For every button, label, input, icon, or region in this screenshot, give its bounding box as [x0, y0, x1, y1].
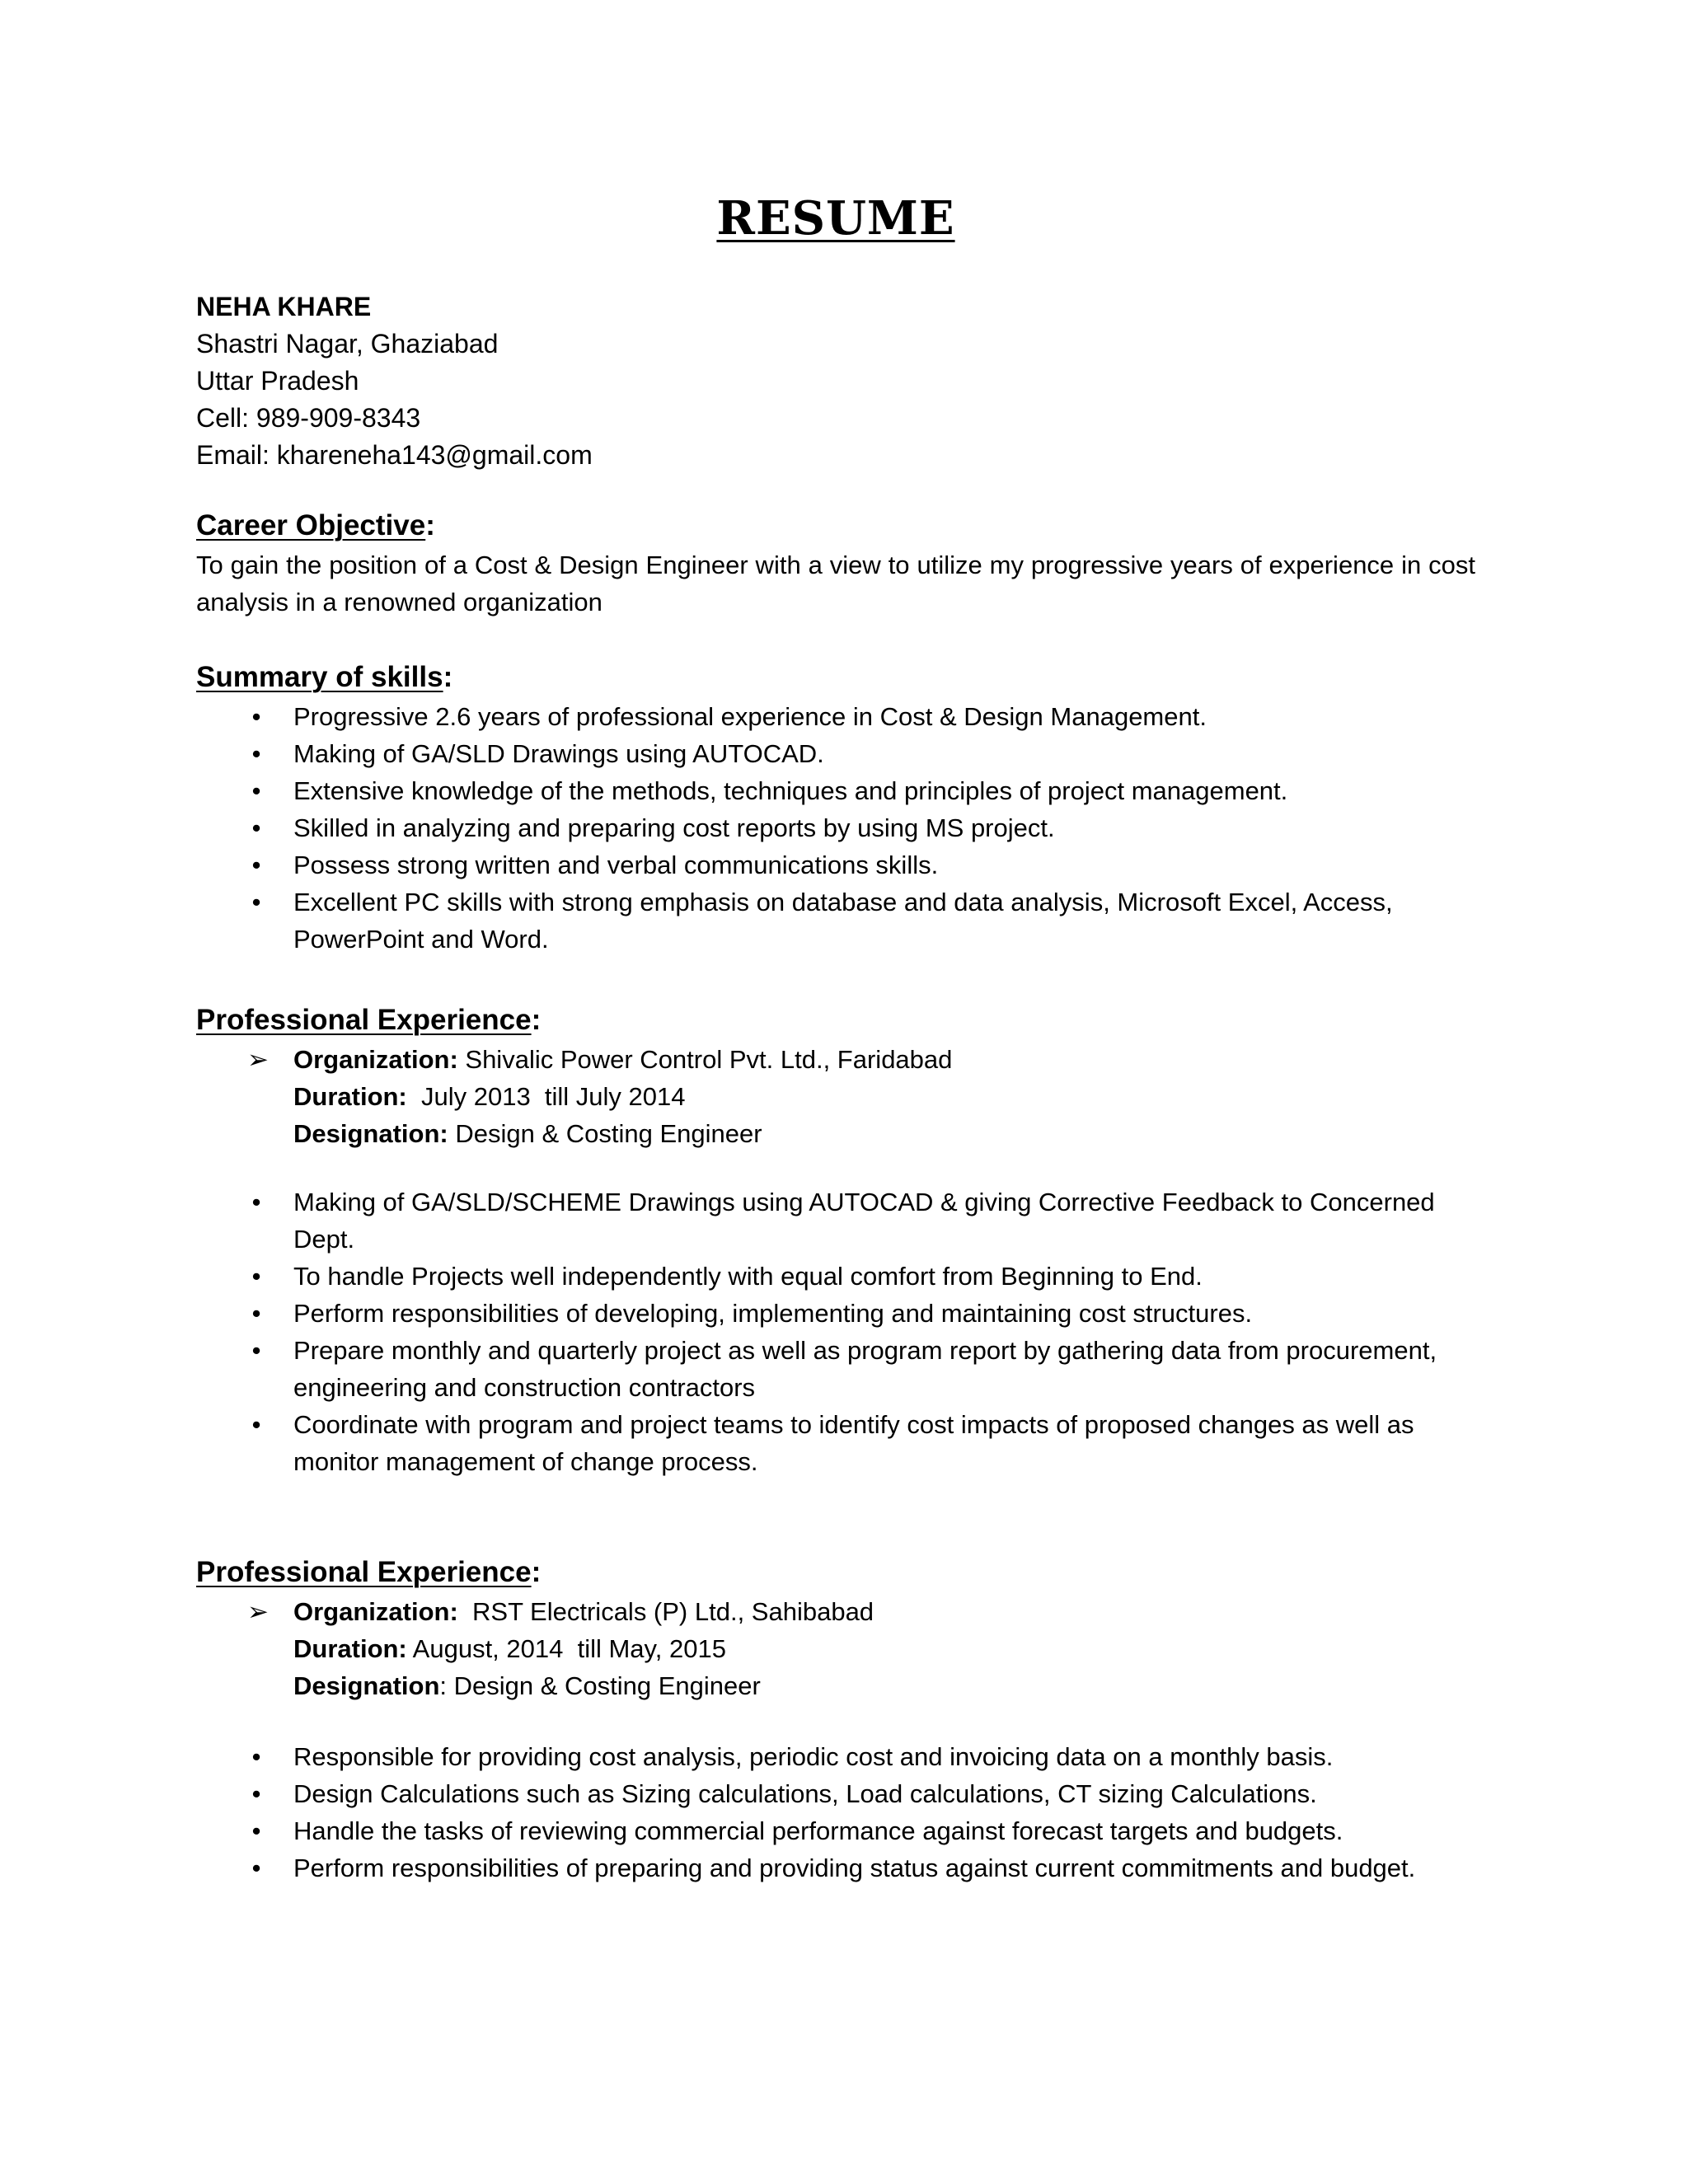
list-item	[196, 698, 1475, 735]
list-item	[196, 1775, 1475, 1812]
list-item-text: Handle the tasks of reviewing commercial performance against forecast targets and budgets.	[293, 1816, 1343, 1845]
organization-value: RST Electricals (P) Ltd., Sahibabad	[457, 1597, 874, 1626]
contact-block	[196, 288, 593, 474]
duration-label: Duration:	[293, 1082, 407, 1111]
bullet-icon: •	[251, 1854, 261, 1882]
organization-value: Shivalic Power Control Pvt. Ltd., Faridabad	[457, 1045, 953, 1074]
list-item	[196, 1183, 1475, 1258]
arrow-bullet-icon: ➢	[247, 1045, 269, 1074]
list-item-text: Design Calculations such as Sizing calculations, Load calculations, CT sizing Calculations.	[293, 1779, 1317, 1808]
experience-heading-2	[196, 1556, 541, 1589]
list-item-text: Prepare monthly and quarterly project as well as program report by gathering data from procurement, engineering and construction contractors	[293, 1336, 1437, 1402]
bullet-icon: •	[251, 702, 261, 731]
list-item-text: Making of GA/SLD/SCHEME Drawings using AUTOCAD & giving Corrective Feedback to Concerned Dept.	[293, 1188, 1435, 1254]
cell-number: Cell: 989-909-8343	[196, 403, 421, 433]
designation-label: Designation	[293, 1671, 440, 1700]
list-item-text: Perform responsibilities of developing, implementing and maintaining cost structures.	[293, 1299, 1253, 1328]
duration-value: August, 2014 till May, 2015	[406, 1634, 726, 1663]
list-item	[196, 772, 1475, 809]
list-item	[196, 809, 1475, 846]
bullet-icon: •	[251, 1779, 261, 1808]
duration-value: July 2013 till July 2014	[406, 1082, 686, 1111]
address-line-1: Shastri Nagar, Ghaziabad	[196, 329, 499, 359]
bullet-icon: •	[251, 1742, 261, 1771]
list-item-text: Possess strong written and verbal communications skills.	[293, 851, 939, 879]
career-objective-heading-text: Career Objective	[196, 509, 426, 541]
designation-value: Design & Costing Engineer	[448, 1119, 762, 1148]
candidate-name: NEHA KHARE	[196, 292, 372, 321]
skills-list	[196, 698, 1475, 958]
email-address: Email: khareneha143@gmail.com	[196, 440, 593, 470]
list-item-text: Skilled in analyzing and preparing cost reports by using MS project.	[293, 813, 1055, 842]
bullet-icon: •	[251, 1262, 261, 1291]
bullet-icon: •	[251, 813, 261, 842]
list-item	[196, 1849, 1475, 1886]
list-item-text: Progressive 2.6 years of professional experience in Cost & Design Management.	[293, 702, 1207, 731]
list-item-text: Responsible for providing cost analysis, periodic cost and invoicing data on a monthly basis.	[293, 1742, 1334, 1771]
list-item-text: Making of GA/SLD Drawings using AUTOCAD.	[293, 739, 824, 768]
organization-label: Organization:	[293, 1045, 458, 1074]
skills-heading-text: Summary of skills	[196, 661, 443, 693]
list-item	[196, 1295, 1475, 1332]
arrow-bullet-icon: ➢	[247, 1597, 269, 1626]
bullet-icon: •	[251, 1299, 261, 1328]
designation-row	[196, 1667, 1475, 1704]
experience-heading-1	[196, 1004, 541, 1037]
heading-colon: :	[443, 661, 453, 693]
career-objective-heading	[196, 509, 435, 542]
bullet-icon: •	[251, 1336, 261, 1365]
bullet-icon: •	[251, 1410, 261, 1439]
experience-org-block-1	[196, 1041, 1475, 1152]
duration-label: Duration:	[293, 1634, 407, 1663]
heading-colon: :	[425, 509, 435, 541]
bullet-icon: •	[251, 739, 261, 768]
experience-duties-list-2	[196, 1738, 1475, 1886]
resume-title: RESUME	[716, 191, 955, 246]
bullet-icon: •	[251, 1188, 261, 1216]
experience-heading-text: Professional Experience	[196, 1004, 532, 1036]
duration-row	[196, 1078, 1475, 1115]
organization-row	[196, 1041, 1475, 1078]
duration-row	[196, 1630, 1475, 1667]
list-item	[196, 1332, 1475, 1406]
experience-org-block-2	[196, 1593, 1475, 1704]
experience-duties-list-1	[196, 1183, 1475, 1480]
heading-colon: :	[531, 1556, 542, 1588]
designation-label: Designation:	[293, 1119, 448, 1148]
heading-colon: :	[531, 1004, 542, 1036]
organization-label: Organization:	[293, 1597, 458, 1626]
list-item	[196, 735, 1475, 772]
list-item-text: Extensive knowledge of the methods, techniques and principles of project management.	[293, 776, 1288, 805]
bullet-icon: •	[251, 888, 261, 916]
designation-row	[196, 1115, 1475, 1152]
list-item	[196, 1812, 1475, 1849]
designation-value: : Design & Costing Engineer	[439, 1671, 761, 1700]
list-item	[196, 1406, 1475, 1480]
list-item	[196, 1738, 1475, 1775]
bullet-icon: •	[251, 1816, 261, 1845]
bullet-icon: •	[251, 851, 261, 879]
list-item	[196, 846, 1475, 883]
list-item	[196, 883, 1475, 958]
organization-row	[196, 1593, 1475, 1630]
address-line-2: Uttar Pradesh	[196, 366, 359, 396]
list-item-text: Perform responsibilities of preparing and providing status against current commitments and budget.	[293, 1854, 1416, 1882]
list-item-text: Excellent PC skills with strong emphasis on database and data analysis, Microsoft Excel, Access, PowerPoint and Word.	[293, 888, 1393, 954]
career-objective-text: To gain the position of a Cost & Design Engineer with a view to utilize my progressive years of experience in cost analysis in a renowned organization	[196, 551, 1475, 616]
bullet-icon: •	[251, 776, 261, 805]
list-item-text: Coordinate with program and project teams to identify cost impacts of proposed changes as well as monitor management of change process.	[293, 1410, 1414, 1476]
skills-heading	[196, 661, 452, 694]
list-item	[196, 1258, 1475, 1295]
experience-heading-text: Professional Experience	[196, 1556, 532, 1588]
list-item-text: To handle Projects well independently with equal comfort from Beginning to End.	[293, 1262, 1203, 1291]
